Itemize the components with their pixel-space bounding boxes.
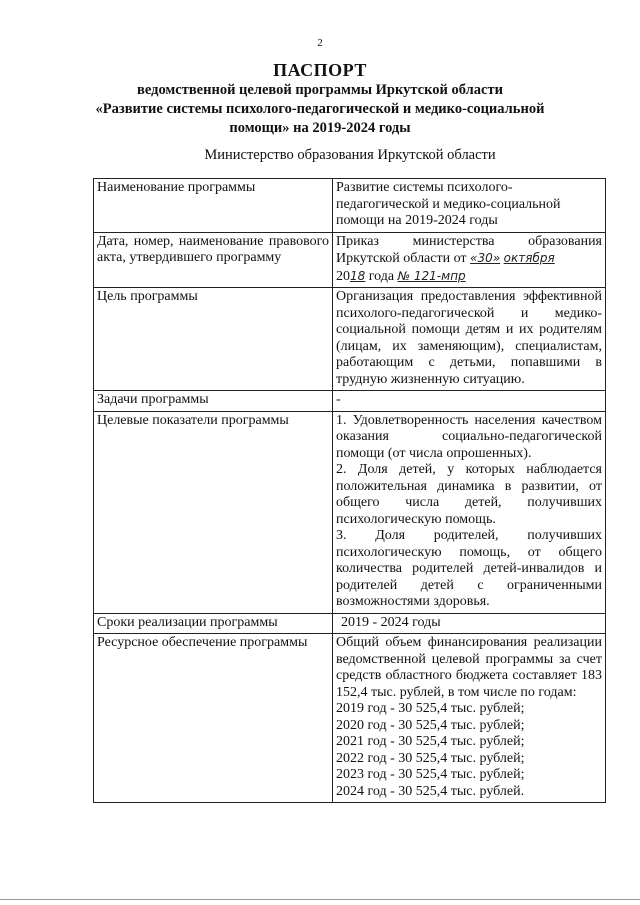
year-prefix: 20 (336, 268, 350, 284)
resources-intro: Общий объем финансирования реализации ведомственной целевой программы за счет средств областного бюджета составляет 183 152,4 тыс. рублей, в том числе по годам: (336, 635, 602, 700)
title-passport: ПАСПОРТ (273, 60, 367, 80)
table-row-name (94, 179, 606, 233)
funding-year-item: 2019 год - 30 525,4 тыс. рублей; (336, 701, 525, 716)
handwritten-order-number: № 121-мпр (397, 268, 466, 283)
page-number: 2 (317, 37, 323, 49)
document-title (40, 60, 600, 137)
indicator-item: 2. Доля детей, у которых наблюдается положительная динамика в развитии, от общего числа детей, получивших психологическую помощь. (336, 462, 602, 527)
table-row-tasks (94, 391, 606, 412)
table-row-period (94, 613, 606, 634)
value-approval-act (333, 232, 606, 288)
handwritten-month: октября (503, 251, 555, 265)
title-line-2: «Развитие системы психолого-педагогической и медико-социальной (95, 101, 545, 117)
table-row-goal (94, 288, 606, 391)
label-resources: Ресурсное обеспечение программы (94, 634, 333, 803)
label-tasks: Задачи программы (94, 391, 333, 412)
year-word: года (368, 268, 395, 284)
approval-year-line (336, 268, 602, 286)
value-goal: Организация предоставления эффективной психолого-педагогической и медико-социальной помощи детям и их родителям (лицам, их заменяющим), специалистам, работающим с детьми, попавшими в трудную жизненную ситуацию. (333, 288, 606, 391)
funding-year-item: 2021 год - 30 525,4 тыс. рублей; (336, 734, 525, 749)
label-program-name: Наименование программы (94, 179, 333, 233)
handwritten-day: «30» (470, 251, 501, 265)
ministry-name: Министерство образования Иркутской области (204, 147, 496, 163)
passport-table (93, 178, 606, 803)
title-line-3: помощи» на 2019-2024 годы (229, 120, 411, 136)
table-row-indicators (94, 411, 606, 613)
indicator-item: 1. Удовлетворенность населения качеством оказания социально-педагогической помощи (от числа опрошенных). (336, 412, 602, 461)
scan-edge-line (0, 899, 640, 900)
funding-year-item: 2023 год - 30 525,4 тыс. рублей; (336, 767, 525, 782)
approval-order-line: Приказ министерства образования (336, 233, 602, 249)
funding-year-item: 2024 год - 30 525,4 тыс. рублей. (336, 783, 525, 799)
value-resources (333, 634, 606, 803)
label-goal: Цель программы (94, 288, 333, 391)
handwritten-year: 18 (350, 268, 366, 283)
label-period: Сроки реализации программы (94, 613, 333, 634)
label-indicators: Целевые показатели программы (94, 411, 333, 613)
funding-year-item: 2020 год - 30 525,4 тыс. рублей; (336, 717, 525, 733)
label-approval-act: Дата, номер, наименование правового акта, утвердившего программу (94, 232, 333, 288)
value-period: 2019 - 2024 годы (333, 613, 606, 634)
table-row-date (94, 232, 606, 288)
funding-year-item: 2022 год - 30 525,4 тыс. рублей; (336, 750, 525, 766)
indicator-item: 3. Доля родителей, получивших психологическую помощь, от общего количества родителей детей-инвалидов и родителей детей с ограниченными возможностями здоровья. (336, 528, 602, 609)
table-row-resources (94, 634, 606, 803)
approval-date-line (336, 250, 602, 268)
approval-authority: Иркутской области от (336, 251, 467, 266)
value-indicators (333, 411, 606, 613)
title-line-1: ведомственной целевой программы Иркутской области (137, 82, 503, 98)
value-tasks: - (333, 391, 606, 412)
value-program-name: Развитие системы психолого-педагогической и медико-социальной помощи на 2019-2024 годы (333, 179, 606, 233)
